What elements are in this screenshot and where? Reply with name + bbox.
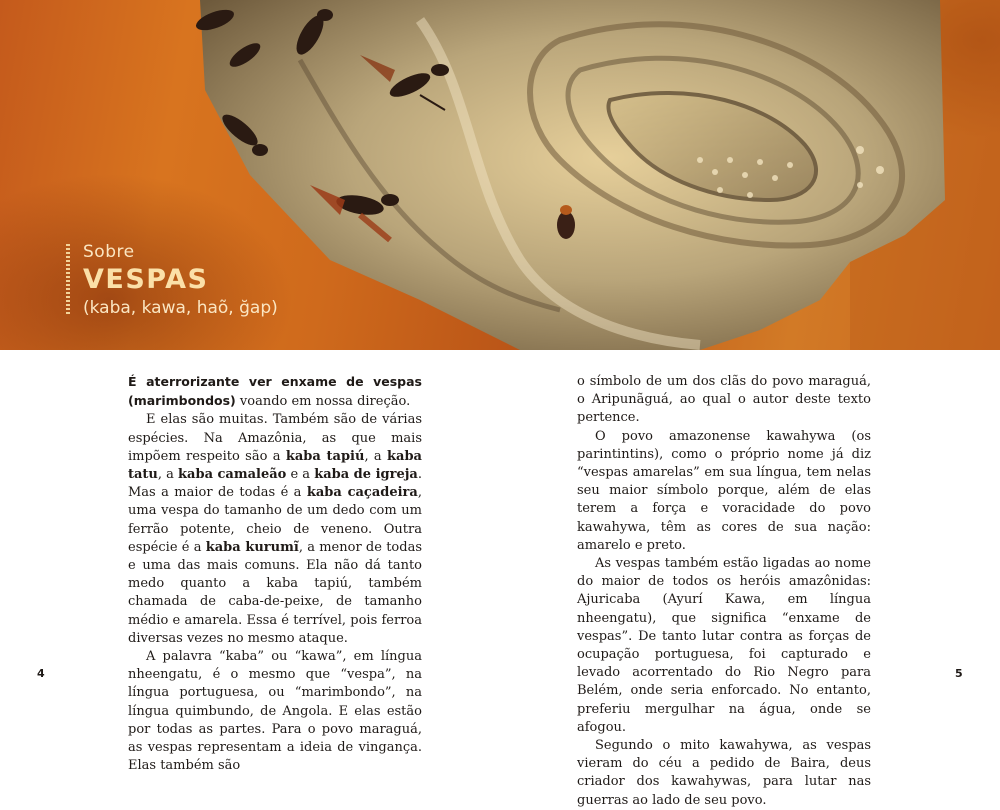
species-name: kaba camaleão: [178, 467, 287, 483]
page-number-left: 4: [37, 667, 45, 680]
species-name: kaba caçadeira: [306, 485, 418, 501]
species-name: kaba tapiú: [285, 448, 365, 464]
text-run: e a: [286, 467, 315, 483]
paragraph-kawahywa: O povo amazonense kawahywa (os parintintins), como o próprio nome já diz “vespas amarelas” em sua língua, tem nelas seu maior símbolo porque, além de elas terem a força e voracidade do povo kawahywa, têm as cores de sua nação: amarelo e preto.: [577, 428, 871, 553]
text-run: . Mas a maior de todas é a: [128, 467, 422, 501]
paragraph-ajuricaba: As vespas também estão ligadas ao nome do maior de todos os heróis amazônidas: Ajuricaba (Ayurí Kawa, em língua nheengatu), que significa “enxame de vespas”. De tanto lutar contra as forças de ocupação portuguesa, foi capturado e levado acorrentado do Rio Negro para Belém, onde seria enforcado. No entanto, preferiu mergulhar na água, onde se afogou.: [577, 556, 871, 735]
section-title-block: [66, 240, 326, 320]
page-title: VESPAS: [83, 264, 209, 295]
title-kicker: Sobre: [83, 242, 135, 262]
page-number-right: 5: [955, 667, 963, 680]
paragraph-2: [128, 411, 422, 648]
text-run: , a: [157, 467, 179, 483]
paragraph-1: [128, 373, 422, 411]
paragraph-continuation: o símbolo de um dos clãs do povo maraguá, o Aripunãguá, ao qual o autor deste texto pertence.: [577, 374, 871, 426]
text-run: E elas são muitas. Também são de várias espécies. Na Amazônia, as que mais impõem respeito são a: [128, 412, 422, 464]
lead-in: É aterrorizante ver enxame de vespas (marimbondos): [128, 374, 422, 409]
species-name: kaba tatu: [128, 448, 422, 483]
left-text-column: [128, 373, 422, 775]
header-illustration: [0, 0, 1000, 350]
title-subtitle: (kaba, kawa, haõ, ğap): [83, 298, 278, 318]
species-name: kaba kurumĩ: [205, 539, 299, 555]
paragraph-3: A palavra “kaba” ou “kawa”, em língua nheengatu, é o mesmo que “vespa”, na língua portuguesa, ou “marimbondo”, na língua quimbundo, de Angola. E elas estão por todas as partes. Para o povo maraguá, as vespas representam a ideia de vingança. Elas também são: [128, 649, 422, 774]
title-decoration: [66, 244, 70, 316]
paragraph-myth: Segundo o mito kawahywa, as vespas vieram do céu a pedido de Baira, deus criador dos kawahywas, para lutar nas guerras ao lado de seu povo.: [577, 738, 871, 808]
text-run: , uma vespa do tamanho de um dedo com um ferrão potente, cheio de veneno. Outra espécie é a: [128, 485, 422, 555]
species-name: kaba de igreja: [314, 467, 418, 483]
right-text-column: [577, 373, 871, 810]
text-run: , a menor de todas e uma das mais comuns. Ela não dá tanto medo quanto a kaba tapiú, também chamada de caba-de-peixe, de tamanho médio e amarela. Essa é terrível, pois ferroa diversas vezes no mesmo ataque.: [128, 539, 422, 646]
text-run: , a: [364, 448, 388, 464]
lead-rest: voando em nossa direção.: [235, 394, 411, 410]
